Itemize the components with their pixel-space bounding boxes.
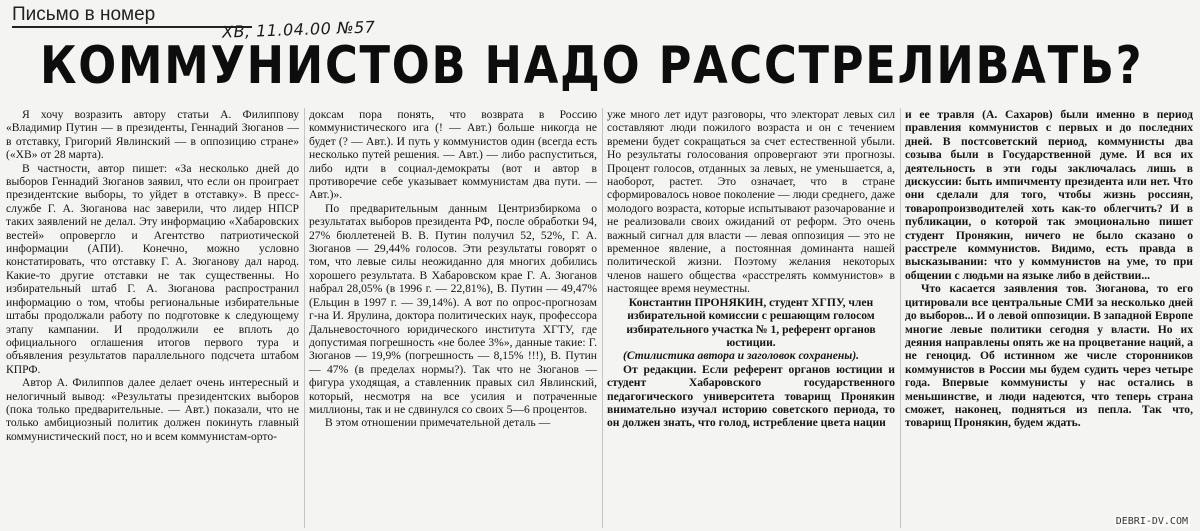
author-signature: Константин ПРОНЯКИН, студент ХГПУ, член избирательной комиссии с решающим голосом избирательного участка № 1, референт органов юстиции.	[626, 295, 876, 349]
paragraph: доксам пора понять, что возврата в Россию коммунистического ига (! — Авт.) больше никогда не будет (? — Авт.). И путь у коммунистов один (всегда есть несколько путей решения. — Авт.) — либо распуститься, либо идти в социал-демократы (вот и автор в противоречие себе указывает коммунистам два пути. — Авт.)».	[309, 108, 597, 202]
editor-note-continued: Что касается заявления тов. Зюганова, то его цитировали все центральные СМИ за несколько дней до выборов... И о левой оппозиции. В западной Европе многие левые политики сегодня у власти. Но их деяния направлены опять же на процветание наций, а не геноцид. Об истинном же числе сторонников коммунистов в России мы будем судить через четыре года. Впервые коммунисты у нас остались в меньшинстве, и люди надеются, что теперь страна сможет, наконец, подняться из пепла. Так что, товарищ Пронякин, будем ждать.	[905, 282, 1193, 430]
page-title: КОММУНИСТОВ НАДО РАССТРЕЛИВАТЬ?	[40, 36, 1144, 96]
article-column-3	[602, 108, 895, 528]
handwritten-note: ХВ, 11.04.00 №57	[221, 17, 376, 42]
editor-note: От редакции. Если референт органов юстиции и студент Хабаровского государственного педагогического университета товарищ Пронякин внимательно изучал историю советского периода, то он должен знать, что голод, истребление цвета нации	[607, 362, 895, 430]
article-body	[6, 108, 1194, 528]
paragraph: В этом отношении примечательной деталь —	[325, 416, 551, 430]
article-column-4	[900, 108, 1193, 528]
paragraph: Автор А. Филиппов далее делает очень интересный и нелогичный вывод: «Результаты президентских выборов (пока только предварительные. — Авт.) показали, что не только амбициозный политик должен покинуть главный коммунистический пост, но и всем коммунистам-орто-	[6, 376, 299, 443]
paragraph: По предварительным данным Центризбиркома о результатах выборов президента РФ, после обработки 94, 27% бюллетеней В. В. Путин получил 52, 52%, Г. А. Зюганов — 29,44% голосов. Эти результаты говорят о том, что левые силы неожиданно для многих добились хорошего результата. В Хабаровском крае Г. А. Зюганов набрал 28,05% (в 1996 г. — 22,81%), В. Путин — 49,47% (Ельцин в 1997 г. — 39,14%). А вот по опрос-прогнозам г-на И. Ярулина, доктора политических наук, профессора Дальневосточного юридического института ХГТУ, где допустимая погрешность «не более 3%», данные такие: Г. Зюганов — 19,9% (погрешность — 8,15% !!!), В. Путин — 47% (в пределах нормы?). Так что не Зюганов — фигура уходящая, а ставленник правых сил Явлинский, который, несмотря на все усилия и потраченные миллионы, так и не сдвинулся со своих 5—6 процентов.	[309, 201, 597, 416]
paragraph: Я хочу возразить автору статьи А. Филиппову «Владимир Путин — в президенты, Геннадий Зюганов — в отставку, Григорий Явлинский — в оппозицию стране» («ХВ» от 28 марта).	[6, 108, 299, 162]
paragraph: уже много лет идут разговоры, что электорат левых сил составляют люди пожилого возраста и он с течением времени будет сокращаться за счет естественной убыли. Но результаты голосования опровергают эти прогнозы. Процент голосов, отданных за левых, не уменьшается, а, наоборот, растет. Это означает, что в стране сформировалось новое поколение — люди среднего, даже молодого возраста, которые испытывают разочарование и не реализовали своих ожиданий от реформ. Это очень важный сигнал для власти — левая оппозиция — это не временное явление, а постоянная доминанта нашей политической жизни. Поэтому желания некоторых членов нашего общества «расстрелять коммунистов» в настоящее время неуместны.	[607, 108, 895, 296]
article-column-1	[6, 108, 299, 528]
watermark: DEBRI-DV.COM	[1115, 516, 1188, 527]
article-column-2	[304, 108, 597, 528]
paragraph: В частности, автор пишет: «За несколько дней до выборов Геннадий Зюганов заявил, что если он проиграет президентские выборы, то уйдет в отставку». В пресс-службе Г. А. Зюганова нас заверили, что лидер НПСР таких заявлений не делал. Эту информацию «Хабаровских вестей» опроверглo и Агентство патриотической информации (АПИ). Конечно, можно условно констатировать, что отставку Г. А. Зюганову дал народ. Какие-то другие отставки не так существенны. Но избирательный штаб Г. А. Зюганова распространил информацию о том, чтобы региональные избирательные штабы продолжали работу по подготовке к следующему этапу кампании. И продолжили ее вплоть до официального оглашения итогов первого тура и объявления результатов параллельного подсчета штабом КПРФ.	[6, 161, 299, 376]
editor-note-continued: и ее травля (А. Сахаров) были именно в период правления коммунистов с первых и до последних дней. В постсоветский период, коммунисты два созыва были в Государственной думе. И вся их деятельность в эти годы заключалась лишь в дискуссии: быть импичменту президента или нет. Что они сделали для того, чтобы жизнь россиян, товаропроизводителей хоть как-то облегчить? И в публикации, о которой так эмоционально пишет студент Пронякин, ничего не было сказано о расстреле коммунистов. Видимо, есть правда в высказывании: что у коммунистов на уме, то при общении с людьми на языке либо в действии...	[905, 108, 1193, 282]
style-note: (Стилистика автора и заголовок сохранены).	[623, 349, 860, 363]
rubric-label: Письмо в номер	[12, 4, 252, 28]
